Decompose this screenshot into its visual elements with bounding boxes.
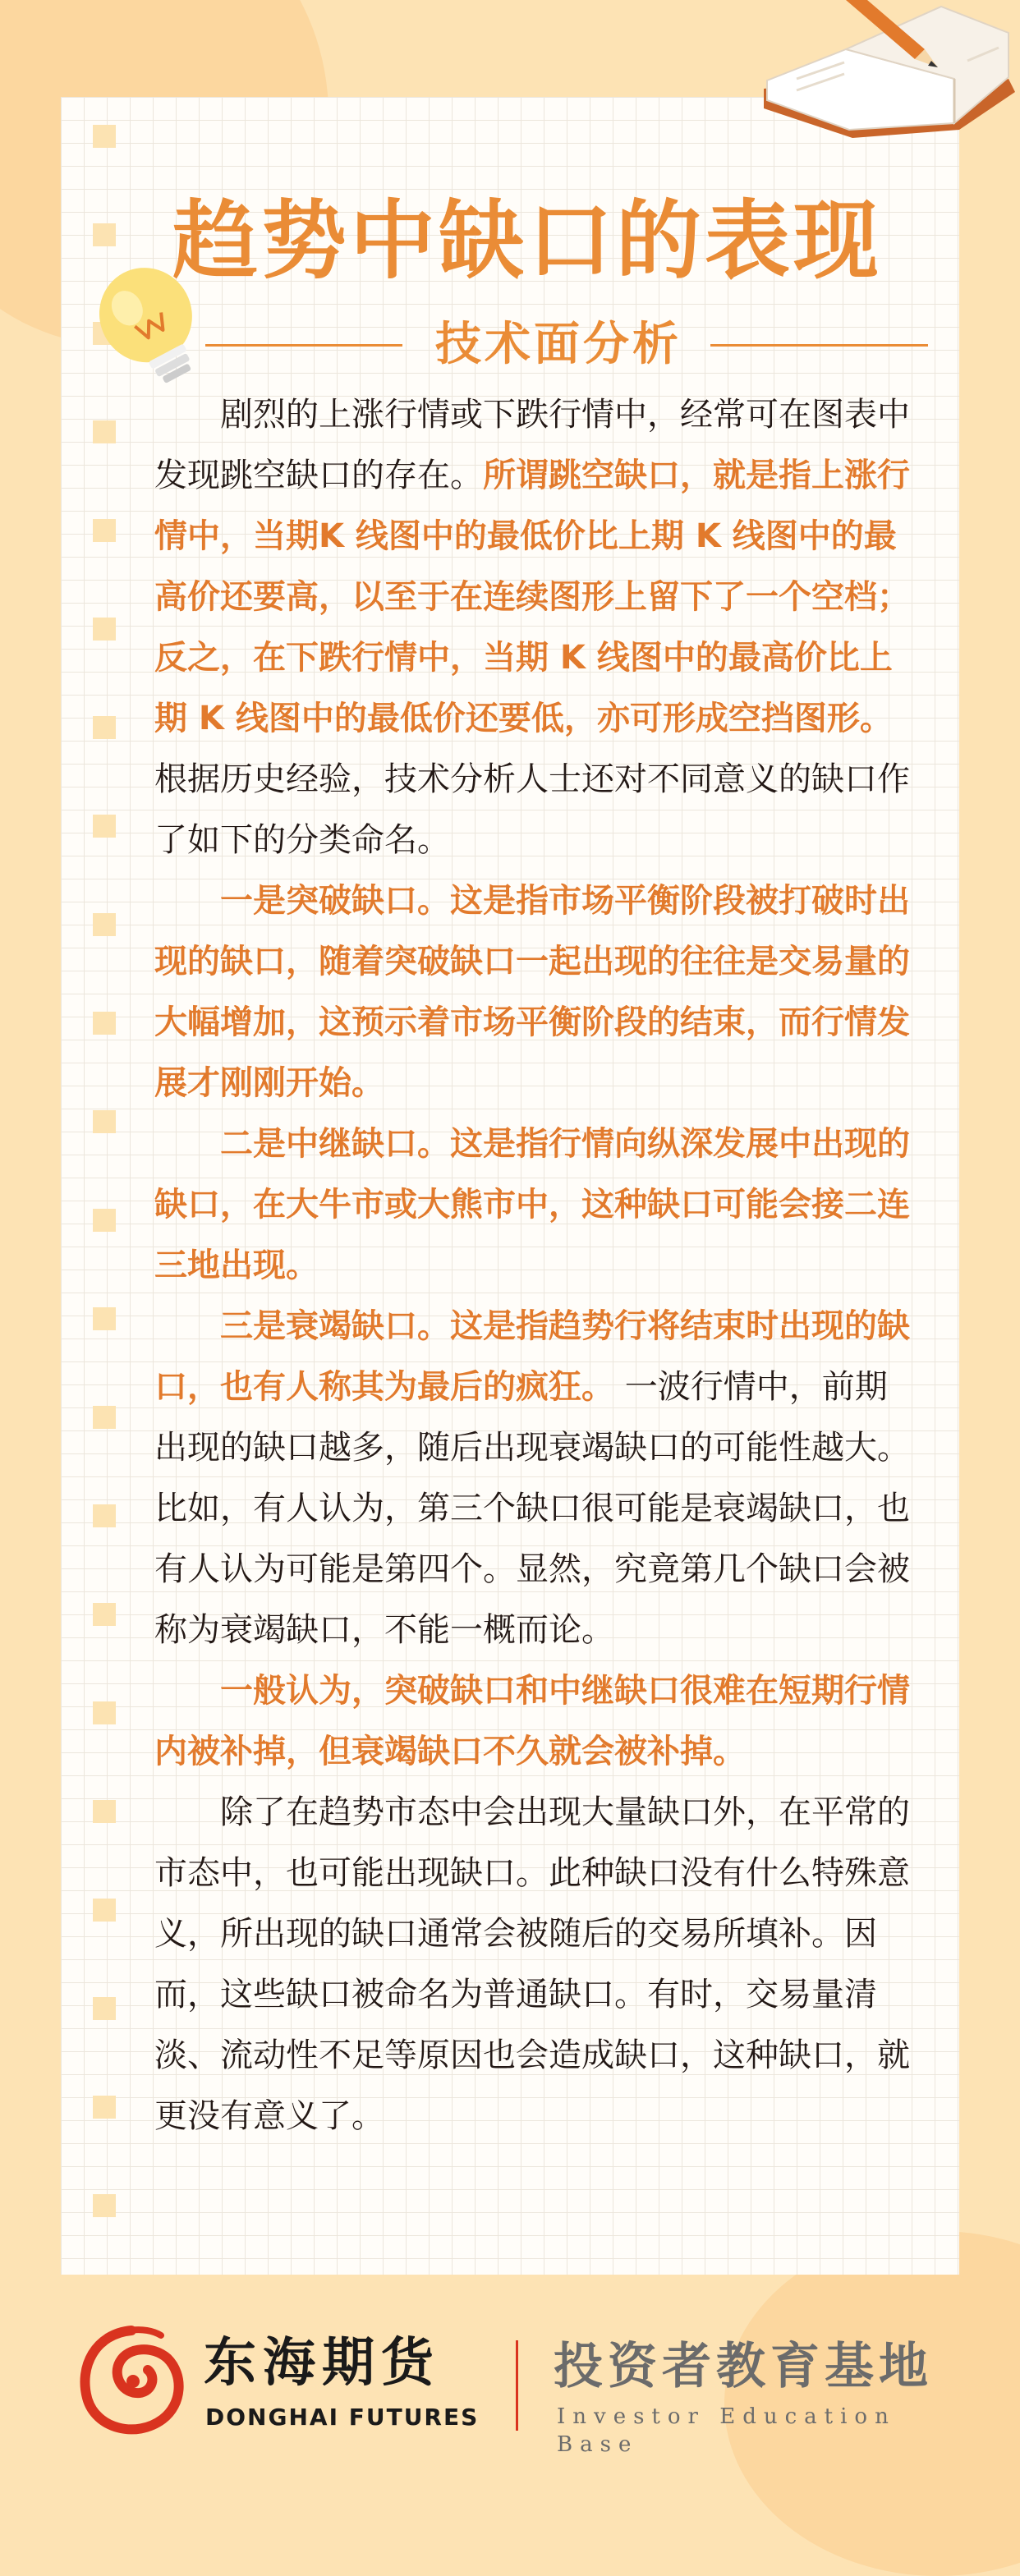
notepad-tab (93, 618, 116, 641)
notepad-tab (93, 1997, 116, 2020)
paragraph-intro (154, 384, 918, 870)
exhaustion-highlight: 三是衰竭缺口。这是指趋势行将结束时出现的缺口，也有人称其为最后的疯狂。 (154, 1307, 910, 1406)
pencil-icon (846, 0, 953, 74)
notepad-tab (93, 223, 116, 246)
paragraph-runaway-gap: 二是中继缺口。这是指行情向纵深发展中出现的缺口，在大牛市或大熊市中，这种缺口可能会接二连三地出现。 (154, 1125, 910, 1284)
notepad-tab (93, 1701, 116, 1724)
notepad-tab (93, 519, 116, 542)
intro-highlight: 所谓跳空缺口，就是指上涨行情中，当期K 线图中的最低价比上期 K 线图中的最高价还要高，以至于在连续图形上留下了一个空档；反之，在下跌行情中，当期 K 线图中的最高价比上期 K 线图中的最低价还要低，亦可形成空挡图形。 (154, 457, 910, 737)
notepad-tab (93, 1406, 116, 1429)
exhaustion-text: 一波行情中，前期出现的缺口越多，随后出现衰竭缺口的可能性越大。比如，有人认为，第三个缺口很可能是衰竭缺口，也有人认为可能是第四个。显然，究竟第几个缺口会被称为衰竭缺口，不能一概而论。 (154, 1368, 910, 1649)
notepad-tab (93, 1110, 116, 1133)
notepad-tab (93, 716, 116, 739)
paragraph-breakaway-gap: 一是突破缺口。这是指市场平衡阶段被打破时出现的缺口，随着突破缺口一起出现的往往是交易量的大幅增加，这预示着市场平衡阶段的结束，而行情发展才刚刚开始。 (154, 882, 910, 1102)
education-base-en: Investor Education Base (557, 2404, 896, 2457)
notepad-tab (93, 913, 116, 936)
notepad-tab (93, 1603, 116, 1626)
paragraph-gap-filling: 一般认为，突破缺口和中继缺口很难在短期行情内被补掉，但衰竭缺口不久就会被补掉。 (154, 1672, 910, 1770)
footer-divider (516, 2340, 518, 2431)
notepad-tab (93, 1209, 116, 1232)
notepad-tab (93, 1504, 116, 1527)
donghai-logo-icon (71, 2322, 192, 2444)
notepad-tab (93, 125, 116, 148)
subtitle-divider-right (710, 344, 928, 347)
notepad-tab (93, 815, 116, 838)
notepad-tab (93, 2194, 116, 2217)
page-subtitle: 技术面分析 (435, 318, 682, 371)
brand-name-cn: 东海期货 (204, 2332, 440, 2394)
notepad-tab (93, 420, 116, 443)
intro-conclusion: 根据历史经验，技术分析人士还对不同意义的缺口作了如下的分类命名。 (154, 760, 910, 859)
article-body (154, 384, 918, 2147)
intro-text: 剧烈的上涨行情或下跌行情中，经常可在图表中发现跳空缺口的存在。 (154, 396, 910, 494)
brand-name-en: DONGHAI FUTURES (205, 2404, 480, 2431)
notepad-tab (93, 1307, 116, 1330)
notepad-tab (93, 1899, 116, 1922)
notepad-tab (93, 2096, 116, 2119)
subtitle-row (189, 312, 928, 378)
paragraph-common-gap: 除了在趋势市态中会出现大量缺口外，在平常的市态中，也可能出现缺口。此种缺口没有什么特殊意义，所出现的缺口通常会被随后的交易所填补。因而，这些缺口被命名为普通缺口。有时，交易量清淡、流动性不足等原因也会造成缺口，这种缺口，就更没有意义了。 (154, 1793, 910, 2135)
notepad-tab (93, 1800, 116, 1823)
notepad-tab (93, 1012, 116, 1035)
paragraph-exhaustion-gap (154, 1296, 918, 1660)
footer (66, 2316, 969, 2457)
education-base-cn: 投资者教育基地 (554, 2338, 933, 2395)
page-title: 趋势中缺口的表现 (172, 191, 883, 291)
